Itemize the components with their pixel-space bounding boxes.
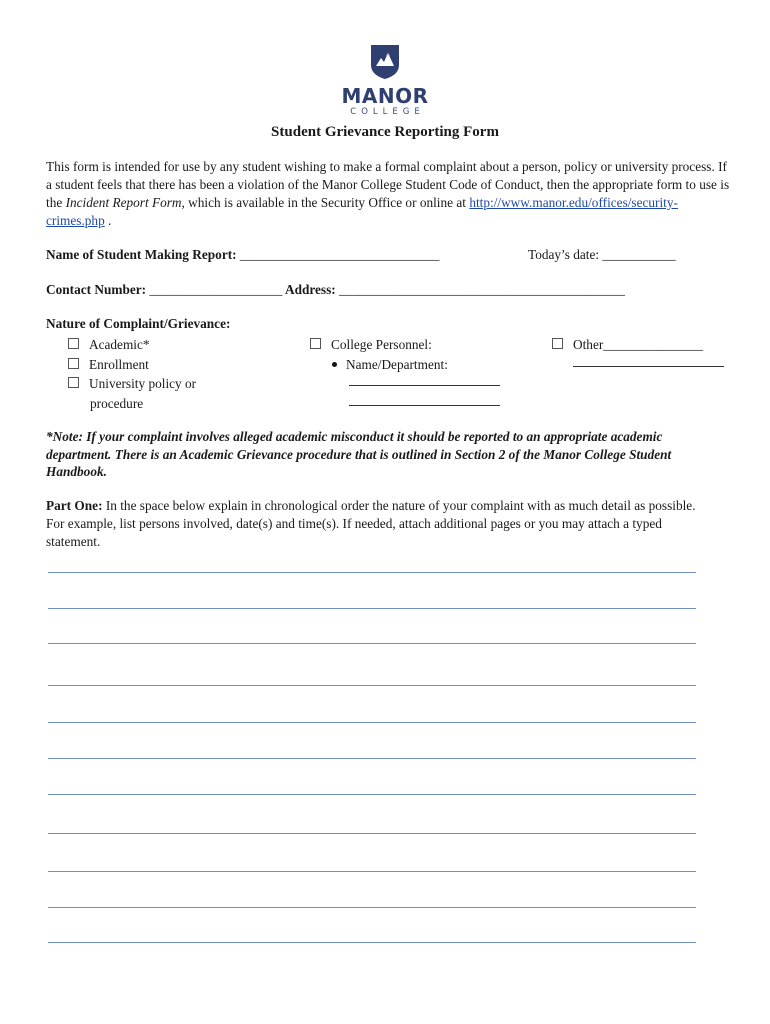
student-name-label: Name of Student Making Report: xyxy=(46,247,237,262)
response-line[interactable] xyxy=(48,643,696,644)
checkbox[interactable] xyxy=(310,338,321,349)
logo-name: MANOR xyxy=(341,84,429,108)
student-name-field[interactable]: ______________________________ xyxy=(239,247,440,262)
complaint-options-left xyxy=(68,335,196,413)
address-field[interactable]: ___________________________________________ xyxy=(339,282,625,297)
intro-text-1: This form is intended for use by any student wishing to make a formal complaint about a person, policy or university process. If a student feels that there has been a violation of the Manor College Student Code of Conduct, then the appropriate form to use is the xyxy=(46,159,730,210)
checkbox[interactable] xyxy=(68,358,79,369)
part-one-text: In the space below explain in chronological order the nature of your complaint with as much detail as possible. For example, list persons involved, date(s) and time(s). If needed, attach additional pages or you may attach a typed statement. xyxy=(46,498,696,549)
response-line[interactable] xyxy=(48,794,696,795)
option-label: Enrollment xyxy=(89,356,149,372)
college-logo xyxy=(0,44,770,117)
date-label: Today’s date: xyxy=(528,247,600,262)
other-blank-wrap xyxy=(552,355,724,367)
name-department-blanks xyxy=(310,374,500,406)
checkbox[interactable] xyxy=(68,338,79,349)
incident-report-form-ref: Incident Report Form xyxy=(65,195,182,210)
response-line[interactable] xyxy=(48,833,696,834)
other-field[interactable]: _______________ xyxy=(603,337,704,352)
option-label: Academic* xyxy=(89,337,150,352)
option-other[interactable] xyxy=(552,335,724,355)
shield-icon xyxy=(370,44,400,80)
option-university-policy[interactable] xyxy=(68,374,196,394)
form-title: Student Grievance Reporting Form xyxy=(271,124,499,140)
option-label: College Personnel: xyxy=(331,337,432,352)
date-row xyxy=(528,247,676,263)
checkbox[interactable] xyxy=(552,338,563,349)
logo-subtitle: COLLEGE xyxy=(350,107,425,117)
response-line[interactable] xyxy=(48,871,696,872)
nature-label: Nature of Complaint/Grievance: xyxy=(46,316,231,331)
complaint-options-middle xyxy=(310,335,500,406)
name-department-field-1[interactable] xyxy=(349,374,500,386)
intro-paragraph xyxy=(46,158,736,230)
date-field[interactable]: ___________ xyxy=(602,247,676,262)
response-line[interactable] xyxy=(48,722,696,723)
name-department-item xyxy=(310,355,500,375)
academic-note: *Note: If your complaint involves alleged academic misconduct it should be reported to an appropriate academic department. There is an Academic Grievance procedure that is outlined in Section 2 of the Manor College Student Handbook. xyxy=(46,429,672,479)
bullet-icon xyxy=(332,362,337,367)
intro-text-2: , which is available in the Security Office or online at xyxy=(181,195,470,210)
option-label-continued: procedure xyxy=(90,395,144,411)
contact-row xyxy=(46,282,625,298)
name-department-label: Name/Department: xyxy=(346,356,448,372)
other-field-2[interactable] xyxy=(573,355,724,367)
contact-field[interactable]: ____________________ xyxy=(149,282,283,297)
contact-label: Contact Number: xyxy=(46,282,147,297)
response-line[interactable] xyxy=(48,758,696,759)
option-academic[interactable] xyxy=(68,335,196,355)
option-label: Other xyxy=(573,337,604,352)
response-line[interactable] xyxy=(48,572,696,573)
response-line[interactable] xyxy=(48,942,696,943)
option-enrollment[interactable] xyxy=(68,355,196,375)
response-line[interactable] xyxy=(48,907,696,908)
part-one-label: Part One: xyxy=(46,498,103,513)
security-crimes-link[interactable]: http://www.manor.edu/offices/security-crimes.php xyxy=(46,195,678,228)
student-name-row xyxy=(46,247,439,263)
name-department-field-2[interactable] xyxy=(349,394,500,406)
address-label: Address: xyxy=(284,282,336,297)
response-line[interactable] xyxy=(48,608,696,609)
option-college-personnel[interactable] xyxy=(310,335,500,355)
complaint-options-right xyxy=(552,335,724,367)
option-label: University policy or xyxy=(89,376,197,391)
checkbox[interactable] xyxy=(68,377,79,388)
intro-text-3: . xyxy=(104,213,112,228)
response-line[interactable] xyxy=(48,685,696,686)
part-one-instructions xyxy=(46,497,716,551)
